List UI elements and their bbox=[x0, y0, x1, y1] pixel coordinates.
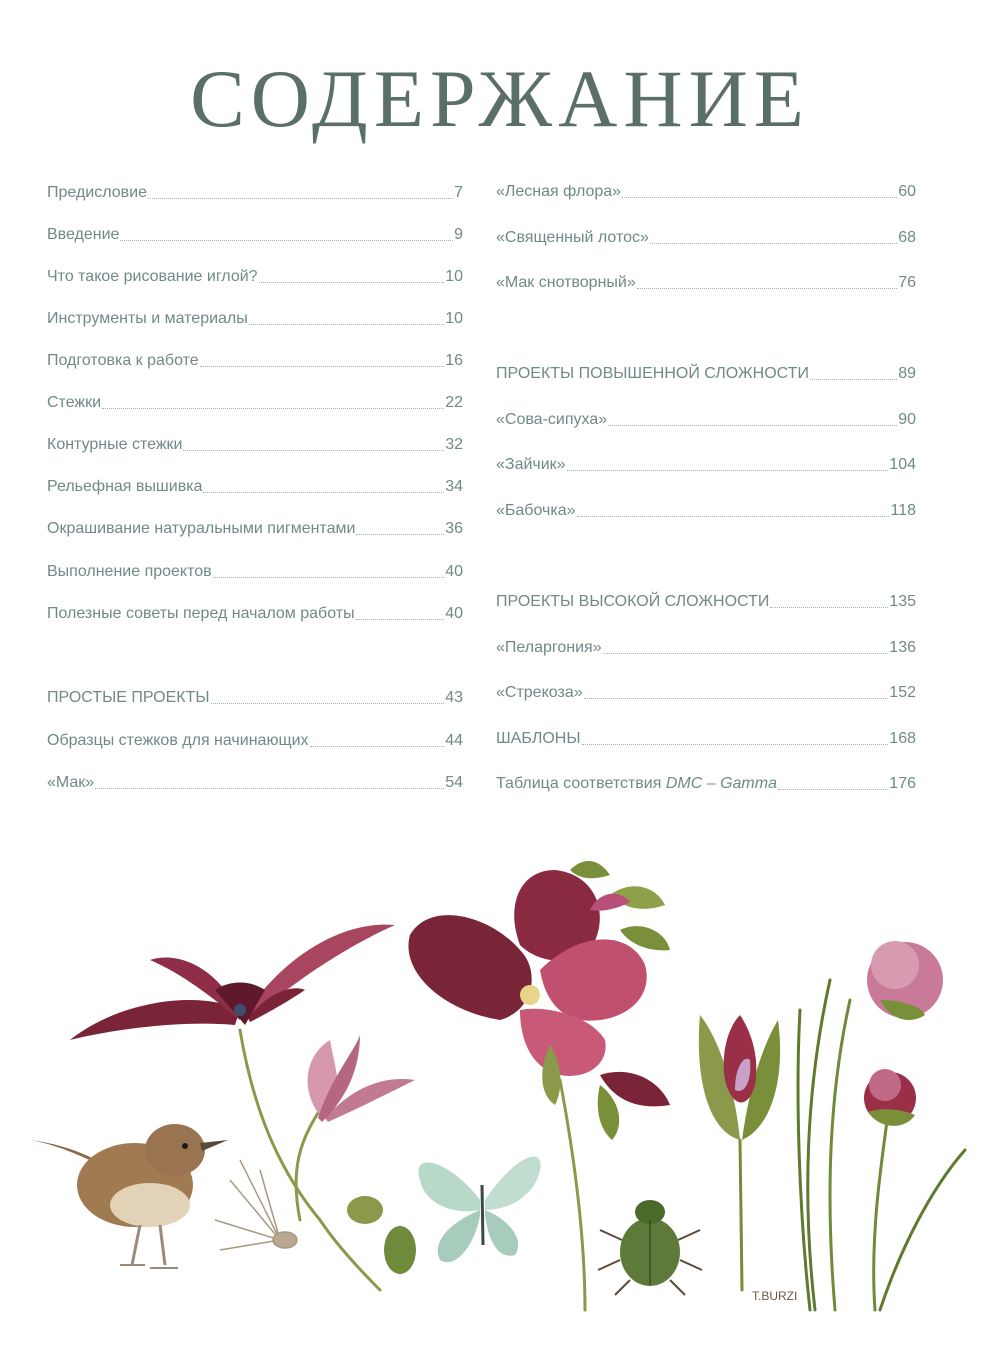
toc-entry-label: Что такое рисование иглой? bbox=[47, 268, 258, 285]
toc-entry-label: «Священный лотос» bbox=[496, 229, 649, 246]
toc-entry-label: ПРОЕКТЫ ПОВЫШЕННОЙ СЛОЖНОСТИ bbox=[496, 365, 809, 382]
toc-entry-label: «Мак снотворный» bbox=[496, 274, 636, 291]
pelargonium-flower-icon bbox=[408, 861, 670, 1140]
toc-entry-page: 176 bbox=[889, 775, 916, 792]
toc-entry[interactable] bbox=[496, 455, 916, 475]
toc-entry-page: 89 bbox=[898, 365, 916, 382]
leader-dots bbox=[211, 702, 445, 704]
toc-entry-label: Введение bbox=[47, 226, 120, 243]
toc-entry-page: 60 bbox=[898, 183, 916, 200]
toc-entry-label: Подготовка к работе bbox=[47, 352, 199, 369]
toc-entry[interactable] bbox=[47, 351, 463, 371]
toc-entry-label bbox=[496, 774, 777, 794]
toc-entry[interactable] bbox=[47, 731, 463, 751]
toc-entry-label: «Бабочка» bbox=[496, 502, 576, 519]
toc-entry-page: 10 bbox=[445, 268, 463, 285]
toc-entry-page: 9 bbox=[454, 226, 463, 243]
toc-entry-label: Рельефная вышивка bbox=[47, 478, 203, 495]
page-title: СОДЕРЖАНИЕ bbox=[190, 53, 810, 144]
toc-entry[interactable] bbox=[47, 225, 463, 245]
artist-signature: T.BURZI bbox=[752, 1289, 798, 1303]
leader-dots bbox=[356, 618, 445, 620]
toc-entry-label: «Лесная флора» bbox=[496, 183, 622, 200]
leader-dots bbox=[622, 196, 897, 198]
toc-entry[interactable] bbox=[47, 562, 463, 582]
leader-dots bbox=[148, 197, 453, 199]
leader-dots bbox=[603, 652, 889, 654]
leader-dots bbox=[770, 606, 888, 608]
label-italic: DMC – Gamma bbox=[665, 775, 777, 792]
toc-entry[interactable] bbox=[47, 309, 463, 329]
toc-entry-page: 152 bbox=[889, 684, 916, 701]
toc-entry-label: «Мак» bbox=[47, 774, 95, 791]
toc-entry[interactable] bbox=[47, 773, 463, 793]
toc-section-templates[interactable] bbox=[496, 729, 916, 749]
toc-entry[interactable] bbox=[496, 774, 916, 794]
toc-section-simple-projects[interactable] bbox=[47, 688, 463, 708]
leader-dots bbox=[356, 533, 444, 535]
leader-dots bbox=[810, 378, 897, 380]
toc-entry-label: Образцы стежков для начинающих bbox=[47, 732, 309, 749]
leader-dots bbox=[778, 788, 888, 790]
toc-entry-label: Инструменты и материалы bbox=[47, 310, 248, 327]
leader-dots bbox=[650, 242, 897, 244]
grass-blades bbox=[798, 980, 965, 1310]
leader-dots bbox=[120, 239, 453, 241]
toc-entry-page: 34 bbox=[445, 478, 463, 495]
toc-entry-label: Предисловие bbox=[47, 184, 147, 201]
toc-entry-page: 104 bbox=[889, 456, 916, 473]
toc-entry-label: ПРОСТЫЕ ПРОЕКТЫ bbox=[47, 689, 210, 706]
toc-entry-page: 40 bbox=[445, 563, 463, 580]
leader-dots bbox=[102, 407, 444, 409]
toc-entry[interactable] bbox=[47, 435, 463, 455]
leader-dots bbox=[249, 323, 444, 325]
lily-flower-icon bbox=[70, 925, 395, 1040]
leader-dots bbox=[213, 576, 445, 578]
leader-dots bbox=[183, 449, 444, 451]
toc-entry[interactable] bbox=[496, 273, 916, 293]
toc-entry-label: Контурные стежки bbox=[47, 436, 183, 453]
toc-entry-page: 10 bbox=[445, 310, 463, 327]
label-prefix: Таблица соответствия bbox=[496, 775, 666, 792]
butterfly-icon bbox=[418, 1157, 540, 1263]
toc-entry[interactable] bbox=[496, 410, 916, 430]
toc-entry-page: 22 bbox=[445, 394, 463, 411]
toc-entry[interactable] bbox=[47, 604, 463, 624]
toc-section-advanced-projects[interactable] bbox=[496, 364, 916, 384]
toc-entry[interactable] bbox=[47, 267, 463, 287]
toc-entry-label: Полезные советы перед началом работы bbox=[47, 605, 355, 622]
toc-entry-page: 118 bbox=[890, 502, 916, 519]
seed-head-icon bbox=[215, 1160, 297, 1250]
leader-dots bbox=[203, 491, 444, 493]
toc-entry[interactable] bbox=[496, 182, 916, 202]
toc-entry-page: 32 bbox=[445, 436, 463, 453]
toc-entry-label: «Зайчик» bbox=[496, 456, 566, 473]
toc-entry[interactable] bbox=[47, 393, 463, 413]
leader-dots bbox=[582, 743, 889, 745]
toc-entry-page: 43 bbox=[445, 689, 463, 706]
toc-entry-page: 44 bbox=[445, 732, 463, 749]
toc-entry-label: ШАБЛОНЫ bbox=[496, 730, 581, 747]
toc-entry-label: «Пеларгония» bbox=[496, 639, 602, 656]
toc-entry[interactable] bbox=[496, 683, 916, 703]
toc-entry-page: 76 bbox=[898, 274, 916, 291]
leader-dots bbox=[259, 281, 445, 283]
toc-entry-page: 54 bbox=[445, 774, 463, 791]
toc-entry[interactable] bbox=[47, 477, 463, 497]
toc-section-expert-projects[interactable] bbox=[496, 592, 916, 612]
leader-dots bbox=[95, 787, 444, 789]
toc-entry-label: «Сова-сипуха» bbox=[496, 411, 608, 428]
leader-dots bbox=[310, 745, 445, 747]
leader-dots bbox=[567, 469, 889, 471]
leader-dots bbox=[608, 424, 897, 426]
toc-entry-page: 136 bbox=[889, 639, 916, 656]
toc-entry[interactable] bbox=[47, 519, 463, 539]
toc-entry-label: ПРОЕКТЫ ВЫСОКОЙ СЛОЖНОСТИ bbox=[496, 593, 770, 610]
wren-bird-icon bbox=[30, 1124, 228, 1268]
beetle-icon bbox=[598, 1200, 702, 1295]
toc-entry-page: 135 bbox=[889, 593, 916, 610]
toc-entry-label: Выполнение проектов bbox=[47, 563, 212, 580]
toc-entry-page: 36 bbox=[445, 520, 463, 537]
green-bud-icon bbox=[347, 1196, 416, 1274]
toc-entry[interactable] bbox=[47, 183, 463, 203]
embroidery-illustration bbox=[0, 840, 1000, 1320]
toc-entry-label: «Стрекоза» bbox=[496, 684, 583, 701]
toc-entry[interactable] bbox=[496, 228, 916, 248]
leader-dots bbox=[584, 697, 889, 699]
toc-entry-page: 168 bbox=[889, 730, 916, 747]
toc-entry[interactable] bbox=[496, 638, 916, 658]
toc-entry[interactable] bbox=[496, 501, 916, 521]
tulip-bud-icon bbox=[699, 1015, 780, 1140]
toc-entry-page: 7 bbox=[454, 184, 463, 201]
toc-entry-label: Окрашивание натуральными пигментами bbox=[47, 520, 356, 537]
toc-entry-page: 40 bbox=[445, 605, 463, 622]
pink-bud-icon bbox=[308, 1035, 415, 1122]
leader-dots bbox=[577, 515, 890, 517]
leader-dots bbox=[200, 365, 445, 367]
toc-entry-label: Стежки bbox=[47, 394, 102, 411]
toc-entry-page: 90 bbox=[898, 411, 916, 428]
toc-entry-page: 16 bbox=[445, 352, 463, 369]
toc-entry-page: 68 bbox=[898, 229, 916, 246]
leader-dots bbox=[637, 287, 897, 289]
clover-flower-icon bbox=[864, 941, 943, 1126]
